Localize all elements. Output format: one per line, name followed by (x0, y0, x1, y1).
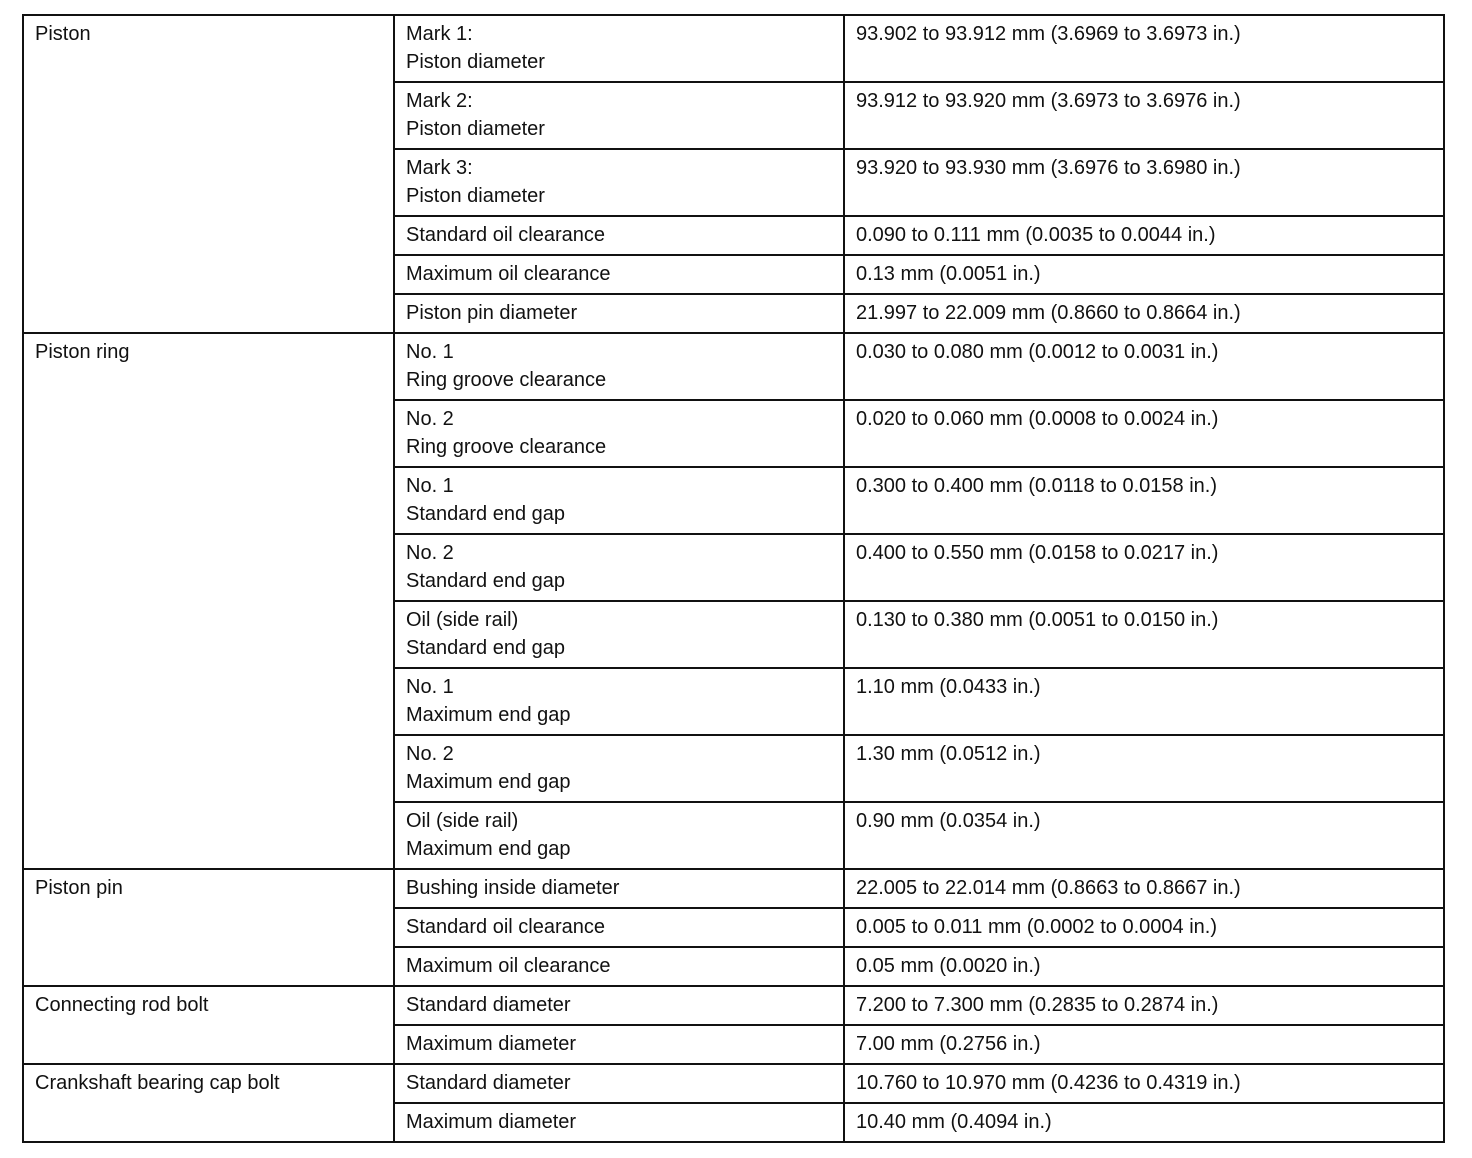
item-label-line: Standard diameter (406, 1072, 571, 1094)
value-cell: 0.300 to 0.400 mm (0.0118 to 0.0158 in.) (844, 467, 1444, 534)
item-label-line: Bushing inside diameter (406, 877, 620, 899)
item-cell (394, 82, 844, 149)
item-label-line: Maximum oil clearance (406, 263, 611, 285)
item-label-line: No. 2 (406, 542, 454, 564)
item-label-line: Maximum oil clearance (406, 955, 611, 977)
item-label-line: Maximum end gap (406, 704, 571, 726)
item-label-line: Maximum end gap (406, 771, 571, 793)
item-cell (394, 149, 844, 216)
value-cell: 22.005 to 22.014 mm (0.8663 to 0.8667 in.) (844, 869, 1444, 908)
value-cell: 10.40 mm (0.4094 in.) (844, 1103, 1444, 1142)
item-cell (394, 908, 844, 947)
item-label-line: Piston diameter (406, 51, 545, 73)
item-cell (394, 1025, 844, 1064)
item-label-line: Piston diameter (406, 185, 545, 207)
item-label-line: Piston diameter (406, 118, 545, 140)
value-cell: 7.00 mm (0.2756 in.) (844, 1025, 1444, 1064)
value-cell: 0.020 to 0.060 mm (0.0008 to 0.0024 in.) (844, 400, 1444, 467)
item-cell (394, 333, 844, 400)
item-cell (394, 15, 844, 82)
item-cell (394, 601, 844, 668)
item-cell (394, 947, 844, 986)
value-cell: 0.90 mm (0.0354 in.) (844, 802, 1444, 869)
item-cell (394, 400, 844, 467)
value-cell: 1.30 mm (0.0512 in.) (844, 735, 1444, 802)
item-cell (394, 869, 844, 908)
item-cell (394, 802, 844, 869)
item-label-line: Maximum end gap (406, 838, 571, 860)
table-row (23, 1064, 1444, 1103)
item-label-line: No. 1 (406, 676, 454, 698)
item-label-line: No. 1 (406, 475, 454, 497)
item-cell (394, 294, 844, 333)
value-cell: 1.10 mm (0.0433 in.) (844, 668, 1444, 735)
table-row (23, 333, 1444, 400)
item-label-line: Maximum diameter (406, 1111, 577, 1133)
component-cell: Piston (23, 15, 394, 333)
value-cell: 93.902 to 93.912 mm (3.6969 to 3.6973 in.) (844, 15, 1444, 82)
item-label-line: Standard end gap (406, 637, 566, 659)
item-cell (394, 255, 844, 294)
item-cell (394, 467, 844, 534)
specification-table-body (23, 15, 1444, 1142)
value-cell: 0.130 to 0.380 mm (0.0051 to 0.0150 in.) (844, 601, 1444, 668)
component-cell: Crankshaft bearing cap bolt (23, 1064, 394, 1142)
item-cell (394, 986, 844, 1025)
specification-table (22, 14, 1445, 1143)
item-label-line: Mark 1: (406, 23, 473, 45)
value-cell: 93.920 to 93.930 mm (3.6976 to 3.6980 in.) (844, 149, 1444, 216)
value-cell: 21.997 to 22.009 mm (0.8660 to 0.8664 in.) (844, 294, 1444, 333)
item-label-line: No. 2 (406, 408, 454, 430)
item-cell (394, 668, 844, 735)
item-label-line: Ring groove clearance (406, 369, 607, 391)
item-cell (394, 1064, 844, 1103)
item-label-line: Standard oil clearance (406, 916, 606, 938)
item-label-line: Standard end gap (406, 570, 566, 592)
item-label-line: No. 1 (406, 341, 454, 363)
value-cell: 0.005 to 0.011 mm (0.0002 to 0.0004 in.) (844, 908, 1444, 947)
value-cell: 0.400 to 0.550 mm (0.0158 to 0.0217 in.) (844, 534, 1444, 601)
value-cell: 10.760 to 10.970 mm (0.4236 to 0.4319 in.) (844, 1064, 1444, 1103)
value-cell: 7.200 to 7.300 mm (0.2835 to 0.2874 in.) (844, 986, 1444, 1025)
item-label-line: Oil (side rail) (406, 810, 519, 832)
table-row (23, 986, 1444, 1025)
component-cell: Piston ring (23, 333, 394, 869)
item-cell (394, 735, 844, 802)
item-label-line: Standard diameter (406, 994, 571, 1016)
item-label-line: No. 2 (406, 743, 454, 765)
item-label-line: Maximum diameter (406, 1033, 577, 1055)
item-cell (394, 534, 844, 601)
value-cell: 0.090 to 0.111 mm (0.0035 to 0.0044 in.) (844, 216, 1444, 255)
item-label-line: Piston pin diameter (406, 302, 578, 324)
item-label-line: Standard end gap (406, 503, 566, 525)
table-row (23, 869, 1444, 908)
item-label-line: Ring groove clearance (406, 436, 607, 458)
item-label-line: Mark 2: (406, 90, 473, 112)
item-cell (394, 216, 844, 255)
item-label-line: Mark 3: (406, 157, 473, 179)
table-row (23, 15, 1444, 82)
component-cell: Piston pin (23, 869, 394, 986)
item-label-line: Standard oil clearance (406, 224, 606, 246)
value-cell: 0.05 mm (0.0020 in.) (844, 947, 1444, 986)
component-cell: Connecting rod bolt (23, 986, 394, 1064)
value-cell: 93.912 to 93.920 mm (3.6973 to 3.6976 in.) (844, 82, 1444, 149)
value-cell: 0.13 mm (0.0051 in.) (844, 255, 1444, 294)
item-cell (394, 1103, 844, 1142)
value-cell: 0.030 to 0.080 mm (0.0012 to 0.0031 in.) (844, 333, 1444, 400)
item-label-line: Oil (side rail) (406, 609, 519, 631)
